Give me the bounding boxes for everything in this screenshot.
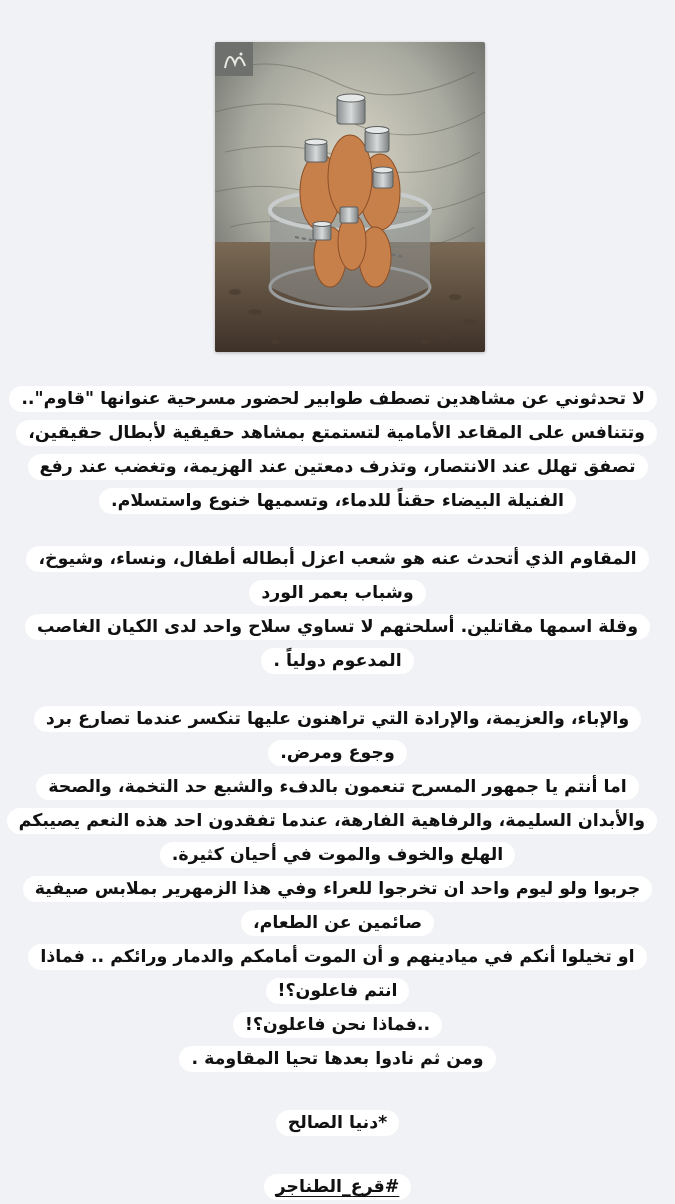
- paragraph-resistance: [18, 542, 657, 610]
- paragraph-imagine: [18, 940, 657, 1008]
- paragraph-closing: [18, 1042, 657, 1076]
- paragraph-will: [18, 702, 657, 770]
- try-text: جربوا ولو ليوم واحد ان تخرجوا للعراء وفي هذا الزمهرير بملابس صيفية صائمين عن الطعام،: [23, 876, 653, 936]
- author-name: *دنيا الصالح: [276, 1110, 399, 1136]
- will-text: والإباء، والعزيمة، والإرادة التي تراهنون عليها تنكسر عندما تصارع برد وجوع ومرض.: [34, 706, 641, 766]
- hashtag-link[interactable]: #قرع_الطناجر: [264, 1174, 412, 1200]
- paragraph-audience: [18, 770, 657, 872]
- intro-text: لا تحدثوني عن مشاهدين تصطف طوابير لحضور مسرحية عنوانها "قاوم".. وتتنافس على المقاعد الأمامية لتستمتع بمشاهد حقيقية لأبطال حقيقين، تصفق تهلل عند الانتصار، وتذرف دمعتين عند الهزيمة، وتغضب عند رفع الفنيلة البيضاء حقناً للدماء، وتسميها خنوع واستسلام.: [9, 386, 657, 514]
- story-text: [18, 382, 657, 1204]
- hashtag-line: [18, 1170, 657, 1204]
- question-text: ..فماذا نحن فاعلون؟!: [233, 1012, 442, 1038]
- paragraph-fighters: [18, 610, 657, 678]
- imagine-text: او تخيلوا أنكم في ميادينهم و أن الموت أمامكم والدمار ورائكم .. فماذا انتم فاعلون؟!: [28, 944, 646, 1004]
- paragraph-try: [18, 872, 657, 940]
- audience-text: اما أنتم يا جمهور المسرح تنعمون بالدفء والشبع حد التخمة، والصحة والأبدان السليمة، والرفاهية الفارهة، عندما تفقدون احد هذه النعم يصيبكم الهلع والخوف والموت في أحيان كثيرة.: [7, 774, 657, 868]
- author-line: [18, 1106, 657, 1140]
- paragraph-question: [18, 1008, 657, 1042]
- resistance-line-2: وقلة اسمها مقاتلين. أسلحتهم لا تساوي سلاح واحد لدى الكيان الغاصب المدعوم دولياً .: [25, 614, 650, 674]
- paragraph-intro: [18, 382, 657, 518]
- painting-image: [215, 42, 485, 352]
- resistance-line-1: المقاوم الذي أتحدث عنه هو شعب اعزل أبطاله أطفال، ونساء، وشيوخ، وشباب بعمر الورد: [26, 546, 648, 606]
- closing-text: ومن ثم نادوا بعدها تحيا المقاومة .: [179, 1046, 495, 1072]
